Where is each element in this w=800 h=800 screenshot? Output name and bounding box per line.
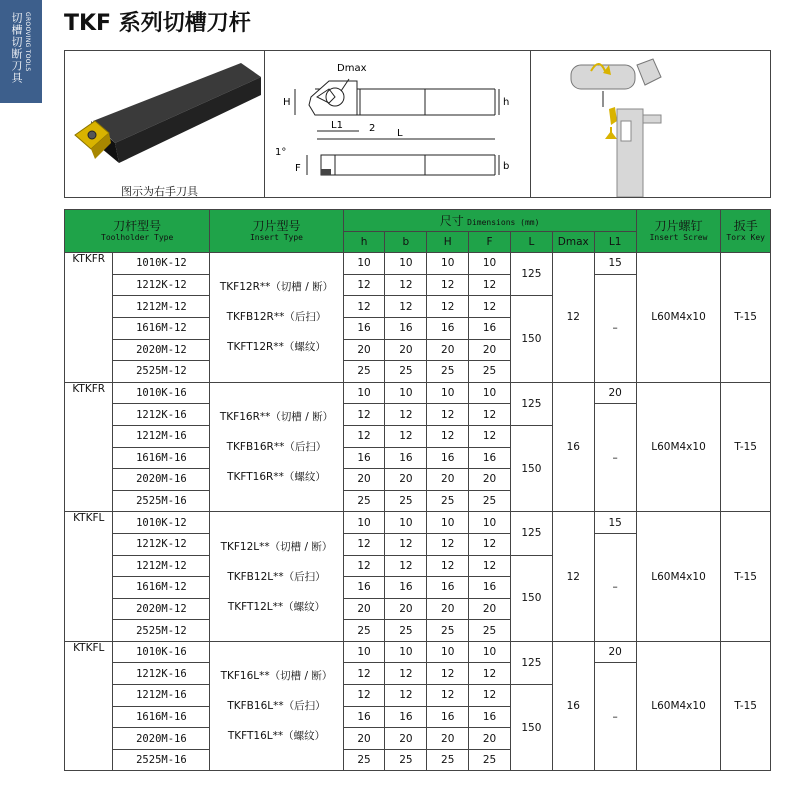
header-dimensions: 尺寸 Dimensions (mm) — [343, 210, 636, 232]
dim-label-dmax: Dmax — [337, 63, 367, 74]
toolholder-illustration — [65, 51, 265, 197]
insert-type: TKFB12R**（后扫） — [226, 311, 327, 324]
cell-b: 25 — [385, 361, 427, 383]
insert-type: TKFT12R**（螺纹） — [227, 341, 326, 354]
cell-h: 12 — [343, 296, 385, 318]
cell-L: 150 — [510, 425, 552, 511]
holder-model: 2020M-12 — [113, 598, 210, 620]
cell-H: 20 — [427, 598, 469, 620]
cell-h: 25 — [343, 749, 385, 771]
series-code: KTKFL — [65, 641, 113, 771]
cell-F: 12 — [469, 425, 511, 447]
spec-table — [64, 209, 771, 771]
cell-F: 25 — [469, 361, 511, 383]
header-h: h — [343, 231, 385, 253]
cell-H: 12 — [427, 274, 469, 296]
page-title: TKF 系列切槽刀杆 — [64, 11, 251, 36]
cell-F: 20 — [469, 728, 511, 750]
dim-label-F: F — [295, 163, 301, 174]
header-L: L — [510, 231, 552, 253]
holder-model: 1010K-12 — [113, 512, 210, 534]
cell-L: 150 — [510, 685, 552, 771]
dim-label-angle: 1° — [275, 147, 287, 158]
cell-h: 12 — [343, 533, 385, 555]
section-tab-english: GROOVING TOOLS — [24, 12, 31, 72]
cell-H: 12 — [427, 296, 469, 318]
cell-b: 20 — [385, 728, 427, 750]
cell-F: 12 — [469, 685, 511, 707]
series-code: KTKFR — [65, 382, 113, 512]
cell-H: 16 — [427, 447, 469, 469]
insert-type: TKFB16R**（后扫） — [226, 441, 327, 454]
cell-F: 12 — [469, 404, 511, 426]
table-group — [65, 512, 771, 642]
operation-diagram-panel — [531, 51, 770, 197]
cell-F: 16 — [469, 447, 511, 469]
cell-H: 16 — [427, 317, 469, 339]
figure-caption: 图示为右手刀具 — [121, 185, 198, 198]
cell-L1: – — [594, 663, 636, 771]
cell-L: 125 — [510, 253, 552, 296]
dim-label-L1: L1 — [331, 120, 343, 131]
cell-F: 20 — [469, 469, 511, 491]
holder-model: 2020M-12 — [113, 339, 210, 361]
dim-label-L: L — [397, 128, 403, 139]
cell-dmax: 12 — [552, 512, 594, 642]
cell-L: 150 — [510, 555, 552, 641]
holder-model: 1010K-12 — [113, 253, 210, 275]
holder-model: 1616M-12 — [113, 317, 210, 339]
holder-model: 2020M-16 — [113, 469, 210, 491]
cell-b: 25 — [385, 490, 427, 512]
dim-label-h: h — [503, 97, 510, 108]
insert-type: TKFT16R**（螺纹） — [227, 471, 326, 484]
cell-h: 16 — [343, 317, 385, 339]
cell-H: 12 — [427, 663, 469, 685]
cell-h: 20 — [343, 598, 385, 620]
cell-screw: L60M4x10 — [636, 512, 721, 642]
cell-b: 12 — [385, 425, 427, 447]
cell-H: 10 — [427, 253, 469, 275]
insert-types — [210, 253, 343, 383]
series-code: KTKFL — [65, 512, 113, 642]
operation-diagram — [531, 51, 770, 197]
cell-dmax: 16 — [552, 382, 594, 512]
cell-H: 16 — [427, 577, 469, 599]
cell-h: 25 — [343, 361, 385, 383]
holder-model: 1010K-16 — [113, 382, 210, 404]
cell-F: 12 — [469, 663, 511, 685]
insert-type: TKF12L**（切槽 / 断） — [220, 540, 333, 553]
cell-L1: 20 — [594, 382, 636, 404]
cell-H: 10 — [427, 382, 469, 404]
cell-b: 16 — [385, 447, 427, 469]
cell-h: 20 — [343, 469, 385, 491]
cell-h: 12 — [343, 555, 385, 577]
cell-H: 12 — [427, 425, 469, 447]
cell-b: 12 — [385, 404, 427, 426]
header-b: b — [385, 231, 427, 253]
holder-model: 1212M-12 — [113, 555, 210, 577]
cell-h: 20 — [343, 339, 385, 361]
cell-L: 125 — [510, 382, 552, 425]
tool-photo-panel — [65, 51, 265, 197]
cell-L: 150 — [510, 296, 552, 382]
cell-H: 25 — [427, 620, 469, 642]
holder-model: 1616M-16 — [113, 706, 210, 728]
holder-model: 2525M-12 — [113, 361, 210, 383]
cell-h: 10 — [343, 382, 385, 404]
cell-b: 12 — [385, 685, 427, 707]
dim-label-H: H — [283, 97, 291, 108]
figure-strip — [64, 50, 771, 198]
cell-H: 12 — [427, 404, 469, 426]
cell-h: 16 — [343, 577, 385, 599]
cell-b: 12 — [385, 533, 427, 555]
cell-H: 10 — [427, 641, 469, 663]
section-tab-label: 切槽切断刀具 — [10, 12, 23, 84]
cell-F: 12 — [469, 296, 511, 318]
cell-screw: L60M4x10 — [636, 253, 721, 383]
cell-b: 12 — [385, 274, 427, 296]
holder-model: 2525M-16 — [113, 490, 210, 512]
insert-type: TKFT16L**（螺纹） — [227, 730, 326, 743]
cell-H: 20 — [427, 339, 469, 361]
cell-F: 10 — [469, 382, 511, 404]
insert-type: TKFB12L**（后扫） — [227, 570, 326, 583]
cell-H: 20 — [427, 728, 469, 750]
cell-H: 25 — [427, 749, 469, 771]
cell-F: 12 — [469, 533, 511, 555]
table-group — [65, 641, 771, 771]
cell-F: 12 — [469, 274, 511, 296]
cell-H: 20 — [427, 469, 469, 491]
holder-model: 1010K-16 — [113, 641, 210, 663]
cell-L1: – — [594, 274, 636, 382]
table-row — [65, 382, 771, 404]
cell-key: T-15 — [721, 641, 771, 771]
table-row — [65, 253, 771, 275]
holder-model: 1212M-12 — [113, 296, 210, 318]
holder-model: 1212K-16 — [113, 404, 210, 426]
cell-H: 25 — [427, 361, 469, 383]
cell-L1: 20 — [594, 641, 636, 663]
cell-H: 12 — [427, 533, 469, 555]
cell-h: 10 — [343, 512, 385, 534]
cell-b: 12 — [385, 555, 427, 577]
cell-F: 10 — [469, 641, 511, 663]
cell-b: 10 — [385, 382, 427, 404]
holder-model: 1212K-12 — [113, 533, 210, 555]
cell-b: 16 — [385, 577, 427, 599]
cell-L: 125 — [510, 512, 552, 555]
insert-type: TKFT12L**（螺纹） — [227, 600, 326, 613]
dim-label-b: b — [503, 161, 510, 172]
cell-key: T-15 — [721, 253, 771, 383]
header-torx-key: 扳手 Torx Key — [721, 210, 771, 253]
holder-model: 1616M-12 — [113, 577, 210, 599]
cell-b: 16 — [385, 317, 427, 339]
insert-type: TKF12R**（切槽 / 断） — [219, 281, 334, 294]
cell-b: 10 — [385, 512, 427, 534]
cell-h: 16 — [343, 706, 385, 728]
header-L1: L1 — [594, 231, 636, 253]
cell-F: 20 — [469, 598, 511, 620]
cell-b: 20 — [385, 339, 427, 361]
holder-model: 1616M-16 — [113, 447, 210, 469]
cell-F: 10 — [469, 512, 511, 534]
cell-F: 12 — [469, 555, 511, 577]
cell-h: 10 — [343, 641, 385, 663]
header-insert-type: 刀片型号 Insert Type — [210, 210, 343, 253]
cell-b: 20 — [385, 469, 427, 491]
insert-type: TKFB16L**（后扫） — [227, 700, 326, 713]
cell-F: 16 — [469, 317, 511, 339]
header-toolholder: 刀杆型号 Toolholder Type — [65, 210, 210, 253]
table-row — [65, 512, 771, 534]
dimension-drawing-panel — [265, 51, 531, 197]
insert-types — [210, 512, 343, 642]
cell-F: 25 — [469, 620, 511, 642]
cell-h: 25 — [343, 490, 385, 512]
insert-types — [210, 382, 343, 512]
dimension-drawing — [265, 51, 531, 197]
cell-L1: – — [594, 404, 636, 512]
header-F: F — [469, 231, 511, 253]
holder-model: 2525M-12 — [113, 620, 210, 642]
cell-h: 25 — [343, 620, 385, 642]
holder-model: 1212M-16 — [113, 425, 210, 447]
table-group — [65, 382, 771, 512]
holder-model: 1212K-12 — [113, 274, 210, 296]
insert-type: TKF16R**（切槽 / 断） — [219, 411, 334, 424]
section-tab — [0, 0, 42, 103]
cell-h: 12 — [343, 425, 385, 447]
cell-L1: – — [594, 533, 636, 641]
cell-key: T-15 — [721, 512, 771, 642]
cell-L1: 15 — [594, 253, 636, 275]
cell-h: 16 — [343, 447, 385, 469]
cell-L1: 15 — [594, 512, 636, 534]
holder-model: 2020M-16 — [113, 728, 210, 750]
cell-F: 10 — [469, 253, 511, 275]
holder-model: 2525M-16 — [113, 749, 210, 771]
cell-H: 10 — [427, 512, 469, 534]
cell-b: 12 — [385, 663, 427, 685]
cell-F: 25 — [469, 749, 511, 771]
cell-key: T-15 — [721, 382, 771, 512]
cell-h: 20 — [343, 728, 385, 750]
cell-b: 10 — [385, 253, 427, 275]
cell-h: 12 — [343, 404, 385, 426]
insert-type: TKF16L**（切槽 / 断） — [220, 670, 333, 683]
table-group — [65, 253, 771, 383]
cell-b: 25 — [385, 620, 427, 642]
cell-F: 20 — [469, 339, 511, 361]
series-code: KTKFR — [65, 253, 113, 383]
cell-b: 20 — [385, 598, 427, 620]
cell-F: 16 — [469, 706, 511, 728]
header-H: H — [427, 231, 469, 253]
cell-h: 12 — [343, 685, 385, 707]
cell-screw: L60M4x10 — [636, 641, 721, 771]
cell-H: 16 — [427, 706, 469, 728]
holder-model: 1212M-16 — [113, 685, 210, 707]
header-insert-screw: 刀片螺钉 Insert Screw — [636, 210, 721, 253]
header-dmax: Dmax — [552, 231, 594, 253]
cell-H: 12 — [427, 555, 469, 577]
cell-h: 10 — [343, 253, 385, 275]
cell-L: 125 — [510, 641, 552, 684]
cell-H: 25 — [427, 490, 469, 512]
cell-dmax: 12 — [552, 253, 594, 383]
cell-h: 12 — [343, 663, 385, 685]
cell-b: 10 — [385, 641, 427, 663]
cell-b: 25 — [385, 749, 427, 771]
cell-F: 16 — [469, 577, 511, 599]
cell-dmax: 16 — [552, 641, 594, 771]
table-row — [65, 641, 771, 663]
cell-b: 16 — [385, 706, 427, 728]
holder-model: 1212K-16 — [113, 663, 210, 685]
insert-types — [210, 641, 343, 771]
cell-H: 12 — [427, 685, 469, 707]
cell-h: 12 — [343, 274, 385, 296]
cell-b: 12 — [385, 296, 427, 318]
cell-F: 25 — [469, 490, 511, 512]
cell-screw: L60M4x10 — [636, 382, 721, 512]
dim-label-two: 2 — [369, 123, 376, 134]
